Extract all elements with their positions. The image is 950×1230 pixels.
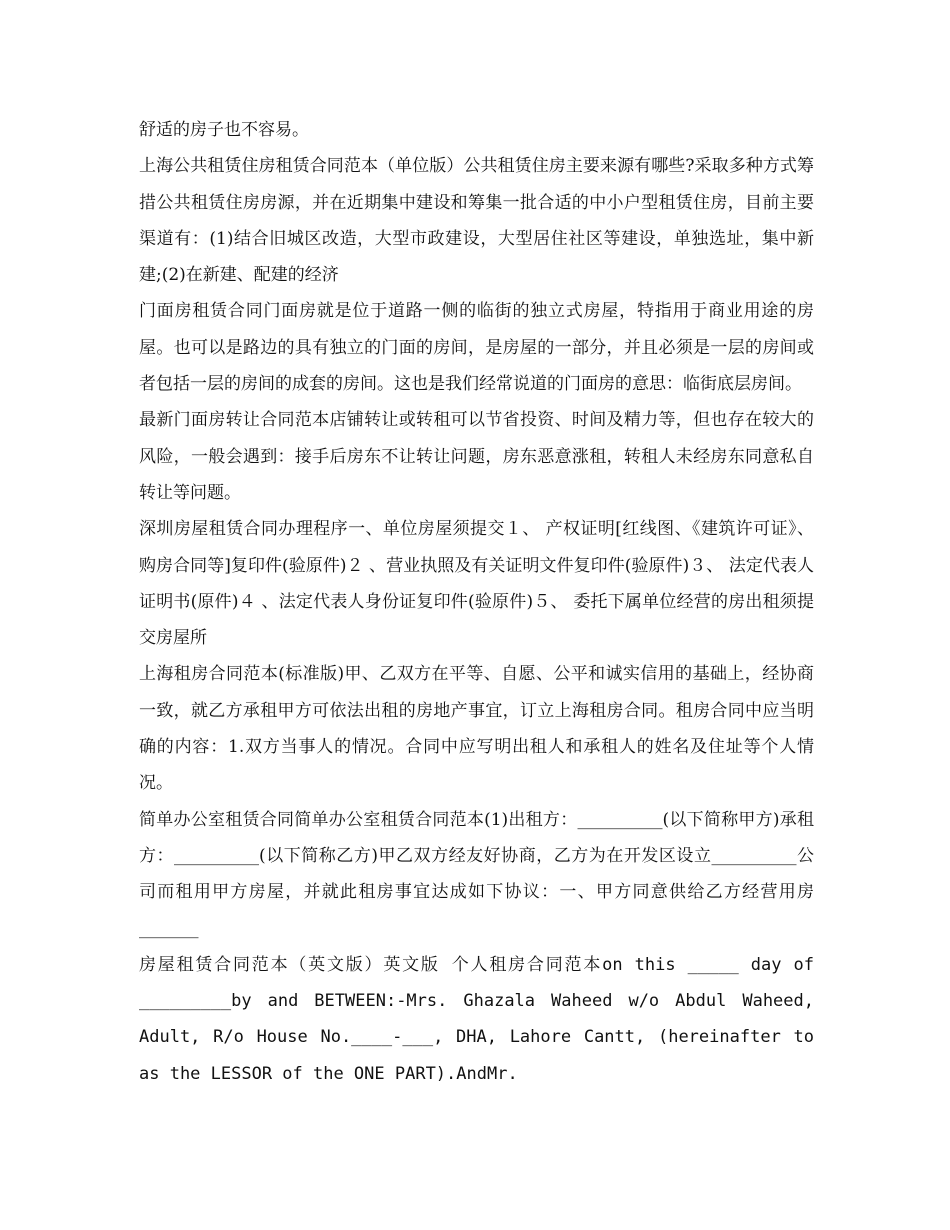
paragraph-storefront-rental: 门面房租赁合同门面房就是位于道路一侧的临街的独立式房屋，特指用于商业用途的房屋。也可以是路边的具有独立的门面的房间，是房屋的一部分，并且必须是一层的房间或者包括一层的房间的成套的房间。这也是我们经常说道的门面房的意思：临街底层房间。 <box>139 301 814 395</box>
paragraph-english-version: 房屋租赁合同范本（英文版）英文版 个人租房合同范本on this _____ day of _________by and BETWEEN:-Mrs. Ghazala Waheed w/o Abdul Waheed, Adult, R/o House No.____-___, DHA, Lahore Cantt, (hereinafter to as the LESSOR of the ONE PART).AndMr. <box>139 954 814 1084</box>
paragraph-shanghai-standard: 上海租房合同范本(标准版)甲、乙双方在平等、自愿、公平和诚实信用的基础上，经协商一致，就乙方承租甲方可依法出租的房地产事宜，订立上海租房合同。租房合同中应当明确的内容：1.双方当事人的情况。合同中应写明出租人和承租人的姓名及住址等个人情况。 <box>139 664 814 794</box>
paragraph-storefront-transfer: 最新门面房转让合同范本店铺转让或转租可以节省投资、时间及精力等，但也存在较大的风险，一般会遇到：接手后房东不让转让问题，房东恶意涨租，转租人未经房东同意私自转让等问题。 <box>139 410 814 503</box>
document-body <box>139 112 814 1092</box>
paragraph-shanghai-public-rental: 上海公共租赁住房租赁合同范本（单位版）公共租赁住房主要来源有哪些?采取多种方式筹措公共租赁住房房源，并在近期集中建设和筹集一批合适的中小户型租赁住房，目前主要渠道有：(1)结合旧城区改造，大型市政建设，大型居住社区等建设，单独选址，集中新建;(2)在新建、配建的经济 <box>139 156 814 286</box>
paragraph-office-rental: 简单办公室租赁合同简单办公室租赁合同范本(1)出租方：__________(以下简称甲方)承租方：__________(以下简称乙方)甲乙双方经友好协商，乙方为在开发区设立__________公司而租用甲方房屋，并就此租房事宜达成如下协议：一、甲方同意供给乙方经营用房_______ <box>139 809 814 939</box>
paragraph-shenzhen-procedure: 深圳房屋租赁合同办理程序一、单位房屋须提交１、 产权证明[红线图、《建筑许可证》、购房合同等]复印件(验原件)２ 、营业执照及有关证明文件复印件(验原件)３、 法定代表人证明书(原件)４ 、法定代表人身份证复印件(验原件)５、 委托下属单位经营的房出租须提交房屋所 <box>139 519 814 649</box>
paragraph-intro-tail: 舒适的房子也不容易。 <box>139 120 309 140</box>
